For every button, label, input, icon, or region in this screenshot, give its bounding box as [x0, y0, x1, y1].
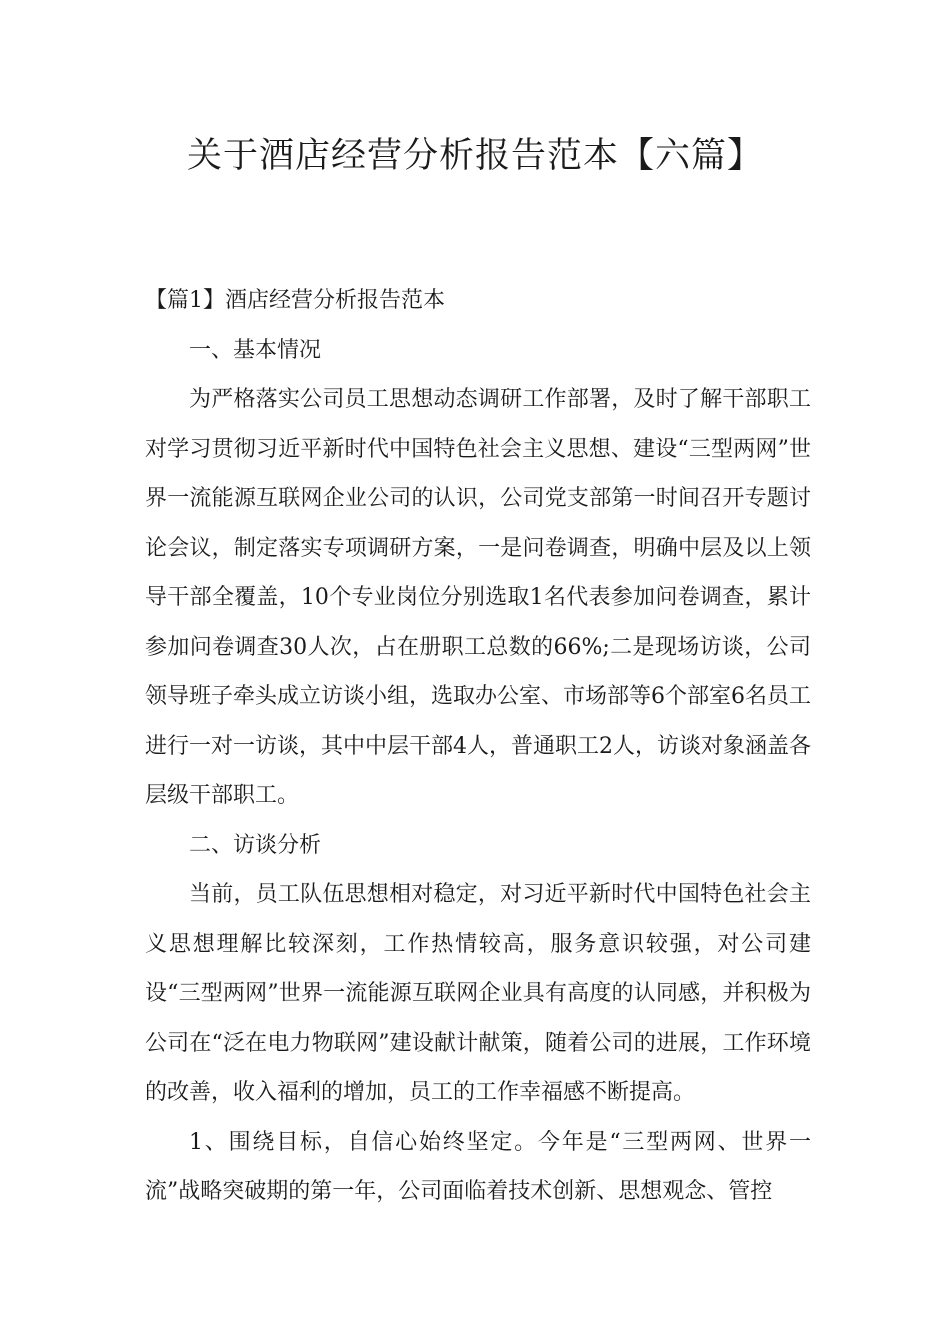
section-heading-interview-analysis: 二、访谈分析 — [189, 832, 322, 858]
document-body — [145, 276, 811, 1217]
paragraph-interview-analysis: 当前，员工队伍思想相对稳定，对习近平新时代中国特色社会主义思想理解比较深刻，工作热情较高，服务意识较强，对公司建设“三型两网”世界一流能源互联网企业具有高度的认同感，并积极为公司在“泛在电力物联网”建设献计献策，随着公司的进展，工作环境的改善，收入福利的增加，员工的工作幸福感不断提高。 — [145, 882, 811, 1105]
section-heading-article-1: 【篇1】酒店经营分析报告范本 — [145, 288, 445, 313]
paragraph-basic-situation: 为严格落实公司员工思想动态调研工作部署，及时了解干部职工对学习贯彻习近平新时代中国特色社会主义思想、建设“三型两网”世界一流能源互联网企业公司的认识，公司党支部第一时间召开专题讨论会议，制定落实专项调研方案，一是问卷调查，明确中层及以上领导干部全覆盖，10个专业岗位分别选取1名代表参加问卷调查，累计参加问卷调查30人次，占在册职工总数的66%;二是现场访谈，公司领导班子牵头成立访谈小组，选取办公室、市场部等6个部室6名员工进行一对一访谈，其中中层干部4人，普通职工2人，访谈对象涵盖各层级干部职工。 — [145, 387, 811, 808]
section-heading-basic-situation: 一、基本情况 — [189, 337, 322, 363]
paragraph-point-1: 1、围绕目标，自信心始终坚定。今年是“三型两网、世界一流”战略突破期的第一年，公司面临着技术创新、思想观念、管控 — [145, 1129, 811, 1204]
document-title: 关于酒店经营分析报告范本【六篇】 — [186, 136, 763, 176]
